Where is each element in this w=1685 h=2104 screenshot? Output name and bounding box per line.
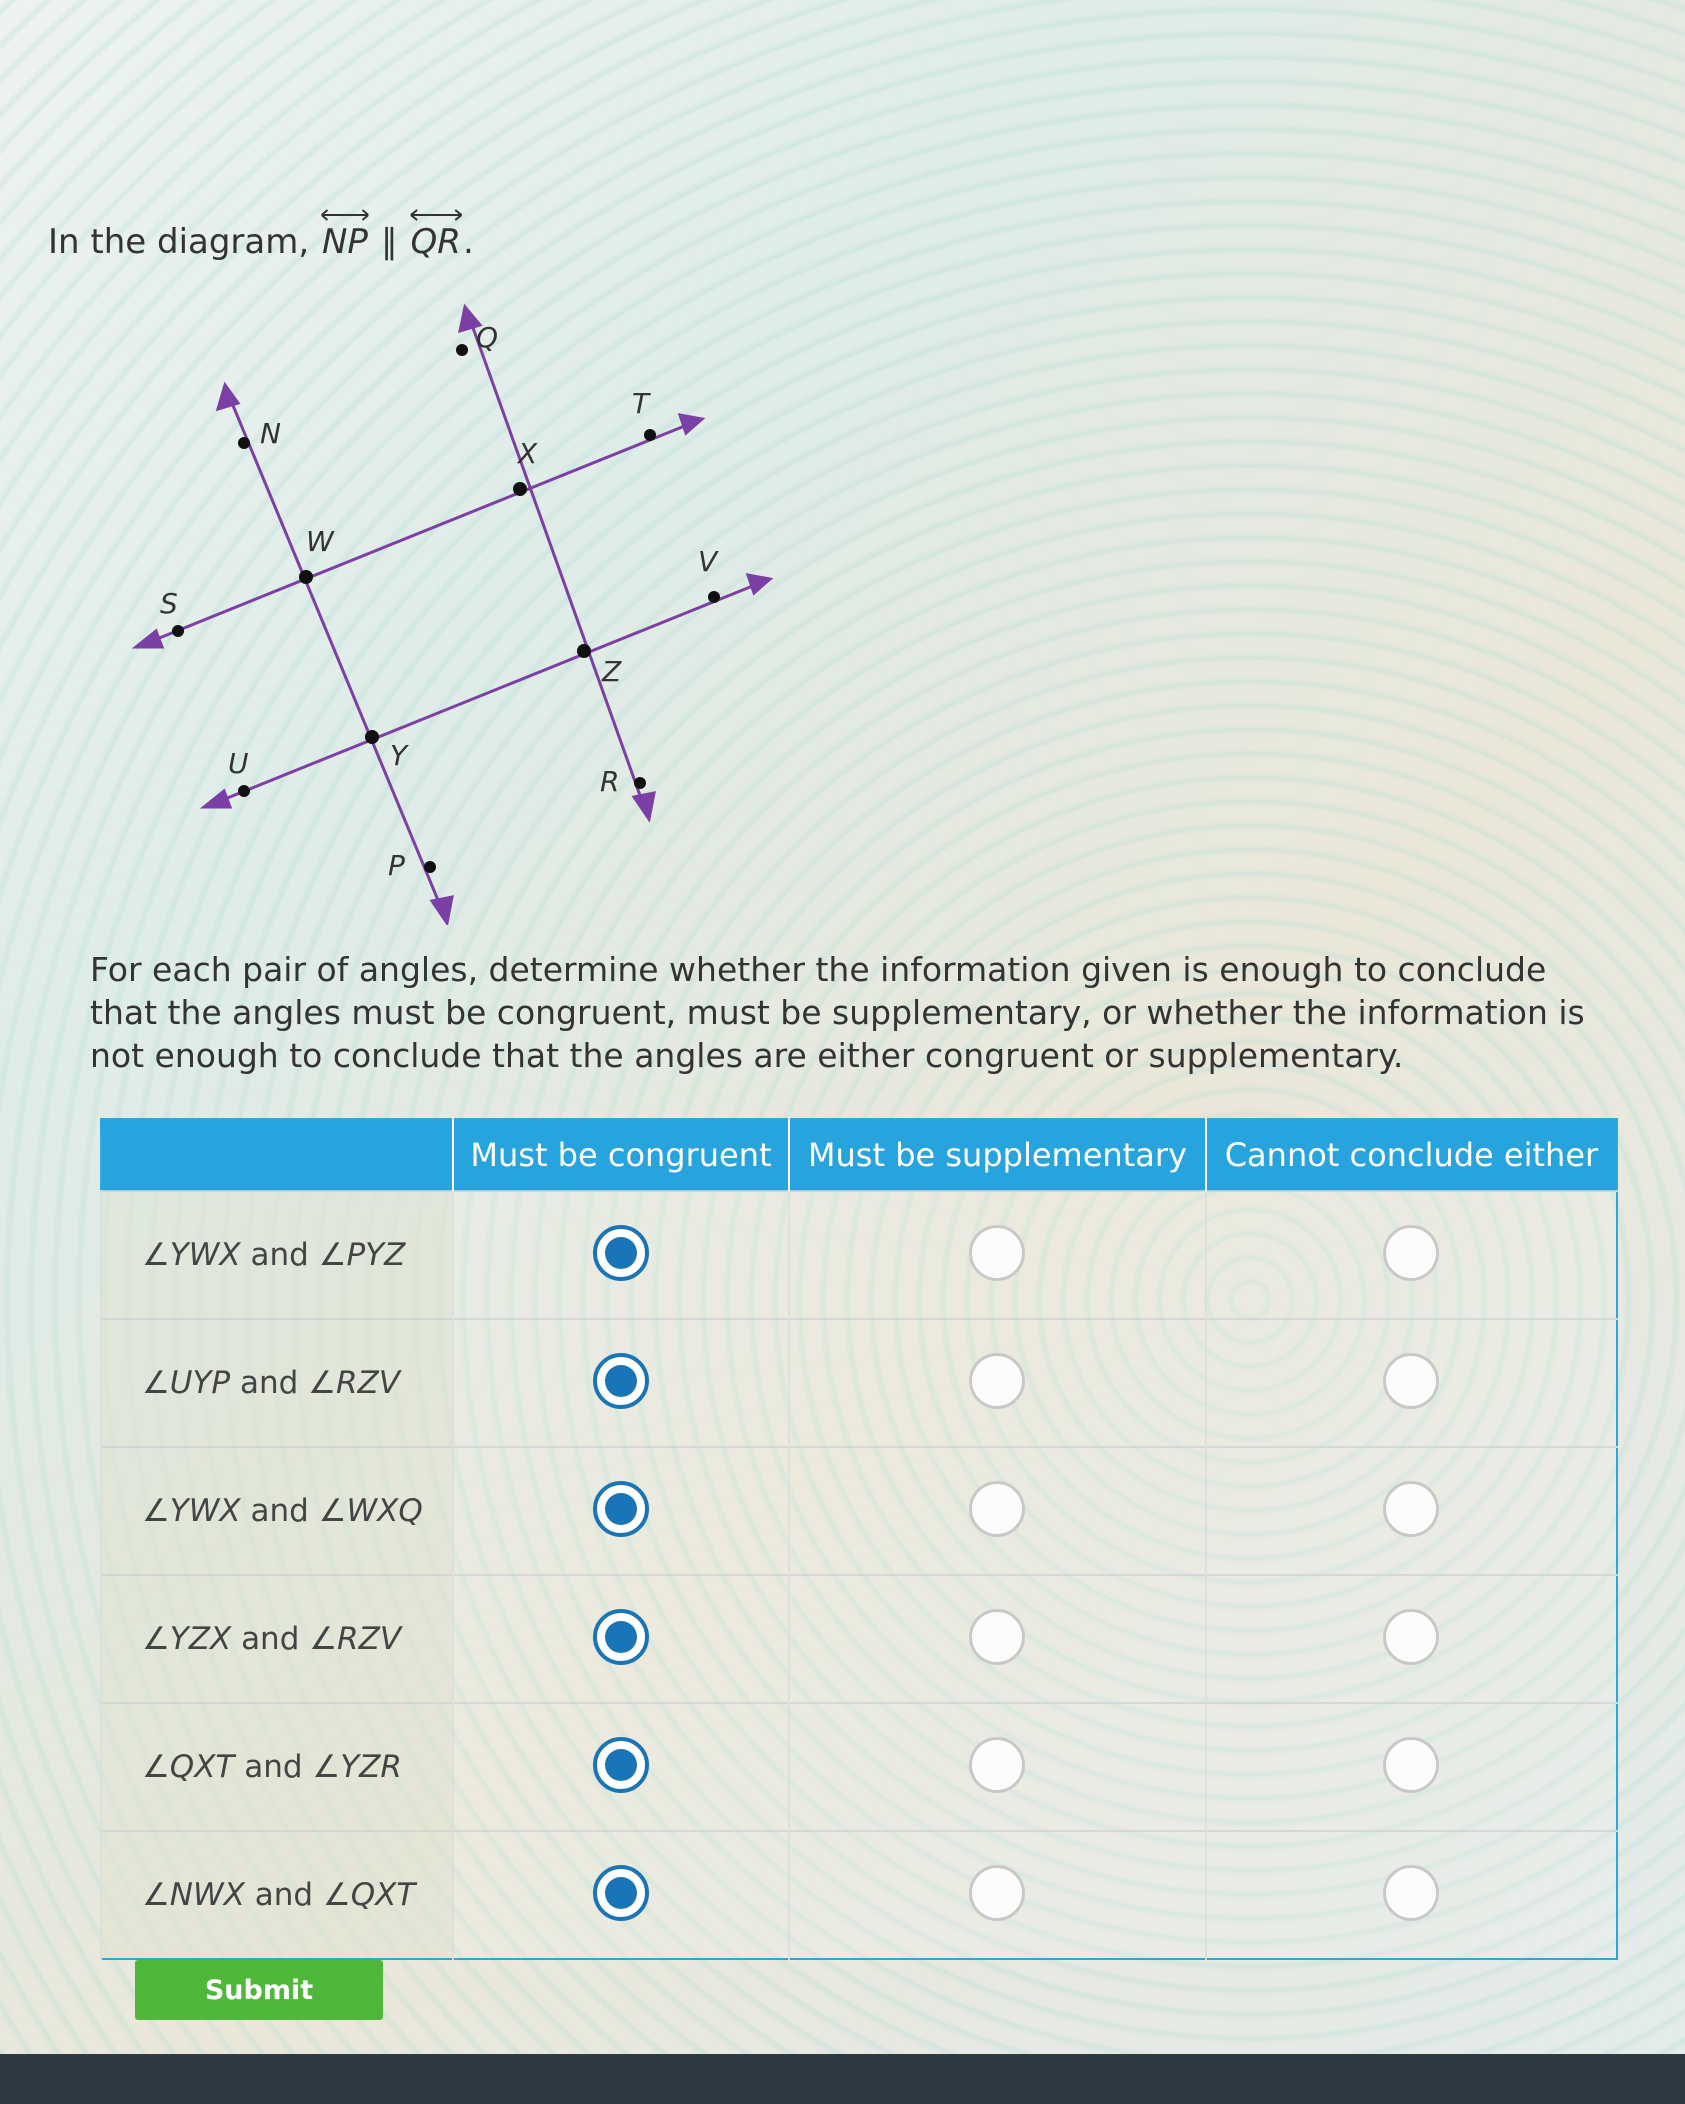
radio-congruent[interactable] — [593, 1609, 649, 1665]
option-cell — [1206, 1191, 1617, 1319]
option-cell — [1206, 1447, 1617, 1575]
line-qr-stroke — [472, 325, 642, 801]
label-y: Y — [390, 739, 408, 772]
arrowhead-p — [432, 897, 452, 923]
question-intro: In the diagram, NP ∥ QR. — [48, 222, 474, 262]
radio-cannot-conclude[interactable] — [1383, 1865, 1439, 1921]
table-row — [101, 1575, 1617, 1703]
table-row — [101, 1703, 1617, 1831]
answer-table — [100, 1118, 1618, 1960]
angle-b: ∠PYZ — [318, 1237, 406, 1273]
radio-congruent[interactable] — [593, 1865, 649, 1921]
line-np-stroke — [232, 403, 440, 905]
submit-button[interactable]: Submit — [135, 1960, 383, 2020]
and-word: and — [250, 1237, 309, 1273]
option-cell — [1206, 1703, 1617, 1831]
point-r — [634, 777, 646, 789]
option-cell — [453, 1191, 789, 1319]
arrowhead-r — [634, 793, 654, 819]
radio-cannot-conclude[interactable] — [1383, 1481, 1439, 1537]
radio-supplementary[interactable] — [969, 1481, 1025, 1537]
table-row — [101, 1191, 1617, 1319]
table-row — [101, 1447, 1617, 1575]
screen-bezel — [0, 2054, 1685, 2104]
and-word: and — [239, 1365, 299, 1401]
label-p: P — [388, 849, 405, 882]
double-arrow-icon — [320, 208, 370, 222]
line-np: NP — [320, 222, 370, 262]
header-supplementary: Must be supplementary — [789, 1119, 1206, 1191]
point-w — [299, 570, 313, 584]
arrowhead-t — [680, 415, 702, 433]
option-cell — [453, 1447, 789, 1575]
label-w: W — [306, 525, 334, 558]
point-y — [365, 730, 379, 744]
and-word: and — [250, 1493, 309, 1529]
radio-congruent[interactable] — [593, 1225, 649, 1281]
angle-pair-label — [101, 1703, 453, 1831]
point-t — [644, 429, 656, 441]
angle-b: ∠RZV — [308, 1365, 400, 1401]
radio-cannot-conclude[interactable] — [1383, 1737, 1439, 1793]
option-cell — [789, 1191, 1206, 1319]
radio-supplementary[interactable] — [969, 1609, 1025, 1665]
angle-b: ∠WXQ — [318, 1493, 423, 1529]
point-x — [513, 482, 527, 496]
angle-a: ∠YZX — [142, 1621, 232, 1657]
option-cell — [453, 1703, 789, 1831]
point-n — [238, 437, 250, 449]
header-cannot-conclude: Cannot conclude either — [1206, 1119, 1617, 1191]
label-r: R — [600, 765, 620, 798]
radio-cannot-conclude[interactable] — [1383, 1225, 1439, 1281]
angle-pair-label — [101, 1447, 453, 1575]
label-u: U — [228, 747, 249, 780]
double-arrow-icon — [409, 208, 463, 222]
option-cell — [453, 1319, 789, 1447]
point-q — [456, 344, 468, 356]
option-cell — [789, 1447, 1206, 1575]
radio-congruent[interactable] — [593, 1737, 649, 1793]
point-z — [577, 644, 591, 658]
line-st-stroke — [142, 423, 692, 645]
label-n: N — [260, 417, 281, 450]
point-p — [424, 861, 436, 873]
angle-a: ∠QXT — [142, 1749, 235, 1785]
header-congruent: Must be congruent — [453, 1119, 789, 1191]
angle-b: ∠QXT — [322, 1877, 416, 1913]
geometry-diagram — [120, 295, 780, 925]
angle-b: ∠RZV — [309, 1621, 402, 1657]
and-word: and — [244, 1749, 303, 1785]
angle-a: ∠YWX — [142, 1237, 241, 1273]
label-s: S — [160, 587, 178, 620]
radio-supplementary[interactable] — [969, 1737, 1025, 1793]
radio-congruent[interactable] — [593, 1481, 649, 1537]
radio-cannot-conclude[interactable] — [1383, 1609, 1439, 1665]
label-t: T — [632, 387, 650, 420]
option-cell — [1206, 1575, 1617, 1703]
and-word: and — [254, 1877, 314, 1913]
point-s — [172, 625, 184, 637]
option-cell — [789, 1575, 1206, 1703]
point-u — [238, 785, 250, 797]
arrowhead-u — [204, 791, 230, 807]
option-cell — [453, 1831, 789, 1959]
radio-cannot-conclude[interactable] — [1383, 1353, 1439, 1409]
angle-pair-label — [101, 1831, 453, 1959]
arrowhead-n — [218, 385, 238, 409]
header-corner — [101, 1119, 453, 1191]
option-cell — [1206, 1319, 1617, 1447]
table-header-row — [101, 1119, 1617, 1191]
and-word: and — [241, 1621, 300, 1657]
option-cell — [789, 1703, 1206, 1831]
angle-a: ∠UYP — [142, 1365, 231, 1401]
option-cell — [789, 1319, 1206, 1447]
line-uv-stroke — [210, 583, 760, 805]
instructions: For each pair of angles, determine whether the information given is enough to conclude that the angles must be congruent, must be supplementary, or whether the information is not enough to conclude that the angles are either congruent or supplementary. — [90, 950, 1585, 1075]
option-cell — [1206, 1831, 1617, 1959]
angle-pair-label — [101, 1319, 453, 1447]
option-cell — [453, 1575, 789, 1703]
table-row — [101, 1319, 1617, 1447]
radio-supplementary[interactable] — [969, 1225, 1025, 1281]
radio-congruent[interactable] — [593, 1353, 649, 1409]
angle-pair-label — [101, 1575, 453, 1703]
label-z: Z — [602, 655, 622, 688]
radio-supplementary[interactable] — [969, 1353, 1025, 1409]
arrowhead-v — [748, 575, 770, 593]
option-cell — [789, 1831, 1206, 1959]
label-q: Q — [476, 321, 499, 354]
arrowhead-s — [136, 631, 162, 647]
label-v: V — [698, 545, 718, 578]
angle-pair-label — [101, 1191, 453, 1319]
line-qr: QR — [409, 222, 463, 262]
angle-a: ∠NWX — [142, 1877, 245, 1913]
angle-a: ∠YWX — [142, 1493, 241, 1529]
label-x: X — [518, 437, 538, 470]
table-row — [101, 1831, 1617, 1959]
radio-supplementary[interactable] — [969, 1865, 1025, 1921]
angle-b: ∠YZR — [312, 1749, 402, 1785]
point-v — [708, 591, 720, 603]
